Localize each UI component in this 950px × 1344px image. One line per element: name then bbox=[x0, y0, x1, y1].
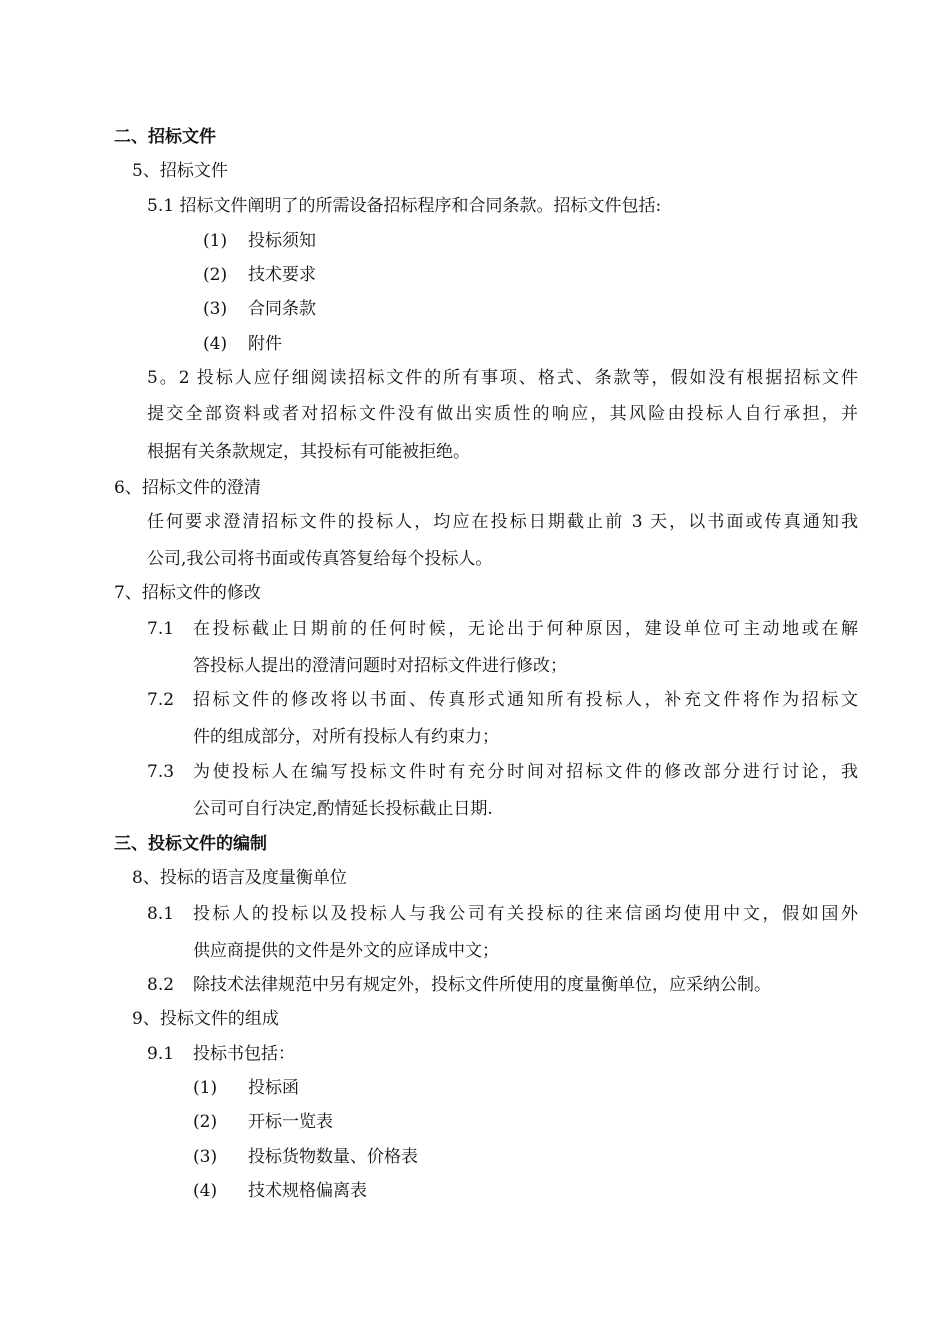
item-title: 5、招标文件 bbox=[132, 161, 228, 181]
sub-number: 7.2 bbox=[147, 690, 175, 710]
list-number: (4) bbox=[193, 1181, 218, 1201]
paragraph-line: 5.1 招标文件阐明了的所需设备招标程序和合同条款。招标文件包括: bbox=[147, 196, 662, 216]
list-item: 开标一览表 bbox=[248, 1112, 333, 1132]
paragraph-line: 供应商提供的文件是外文的应译成中文； bbox=[193, 941, 499, 961]
paragraph-line: 任何要求澄清招标文件的投标人，均应在投标日期截止前 3 天，以书面或传真通知我 bbox=[147, 512, 858, 532]
sub-number: 8.2 bbox=[147, 975, 175, 995]
list-item: 合同条款 bbox=[248, 299, 316, 319]
paragraph-line: 投标书包括： bbox=[193, 1044, 295, 1064]
paragraph-line: 投标人的投标以及投标人与我公司有关投标的往来信函均使用中文，假如国外 bbox=[193, 904, 858, 924]
paragraph-line: 根据有关条款规定，其投标有可能被拒绝。 bbox=[147, 442, 470, 462]
list-item: 投标函 bbox=[248, 1078, 299, 1098]
list-item: 投标须知 bbox=[248, 231, 316, 251]
list-number: (2) bbox=[193, 1112, 218, 1132]
item-title: 8、投标的语言及度量衡单位 bbox=[132, 868, 347, 888]
list-item: 附件 bbox=[248, 334, 282, 354]
paragraph-line: 为使投标人在编写投标文件时有充分时间对招标文件的修改部分进行讨论，我 bbox=[193, 762, 858, 782]
sub-number: 7.3 bbox=[147, 762, 175, 782]
paragraph-line: 公司,我公司将书面或传真答复给每个投标人。 bbox=[147, 549, 493, 569]
paragraph-line: 件的组成部分，对所有投标人有约束力； bbox=[193, 727, 499, 747]
paragraph-line: 5。2 投标人应仔细阅读招标文件的所有事项、格式、条款等，假如没有根据招标文件 bbox=[147, 368, 858, 388]
list-number: (1) bbox=[193, 1078, 218, 1098]
paragraph-line: 在投标截止日期前的任何时候，无论出于何种原因，建设单位可主动地或在解 bbox=[193, 619, 858, 639]
list-item: 投标货物数量、价格表 bbox=[248, 1147, 418, 1167]
list-number: (3) bbox=[193, 1147, 218, 1167]
paragraph-line: 公司可自行决定,酌情延长投标截止日期. bbox=[193, 799, 493, 819]
list-number: (2) bbox=[203, 265, 228, 285]
section-heading: 三、投标文件的编制 bbox=[114, 834, 267, 854]
list-number: (3) bbox=[203, 299, 228, 319]
paragraph-line: 除技术法律规范中另有规定外，投标文件所使用的度量衡单位，应采纳公制。 bbox=[193, 975, 771, 995]
sub-number: 9.1 bbox=[147, 1044, 175, 1064]
item-title: 7、招标文件的修改 bbox=[114, 583, 261, 603]
item-title: 9、投标文件的组成 bbox=[132, 1009, 279, 1029]
paragraph-line: 招标文件的修改将以书面、传真形式通知所有投标人，补充文件将作为招标文 bbox=[193, 690, 858, 710]
list-number: (1) bbox=[203, 231, 228, 251]
sub-number: 8.1 bbox=[147, 904, 175, 924]
list-item: 技术要求 bbox=[248, 265, 316, 285]
list-number: (4) bbox=[203, 334, 228, 354]
item-title: 6、招标文件的澄清 bbox=[114, 478, 261, 498]
paragraph-line: 答投标人提出的澄清问题时对招标文件进行修改； bbox=[193, 656, 567, 676]
paragraph-line: 提交全部资料或者对招标文件没有做出实质性的响应，其风险由投标人自行承担，并 bbox=[147, 404, 858, 424]
sub-number: 7.1 bbox=[147, 619, 175, 639]
list-item: 技术规格偏离表 bbox=[248, 1181, 367, 1201]
section-heading: 二、招标文件 bbox=[114, 127, 216, 147]
